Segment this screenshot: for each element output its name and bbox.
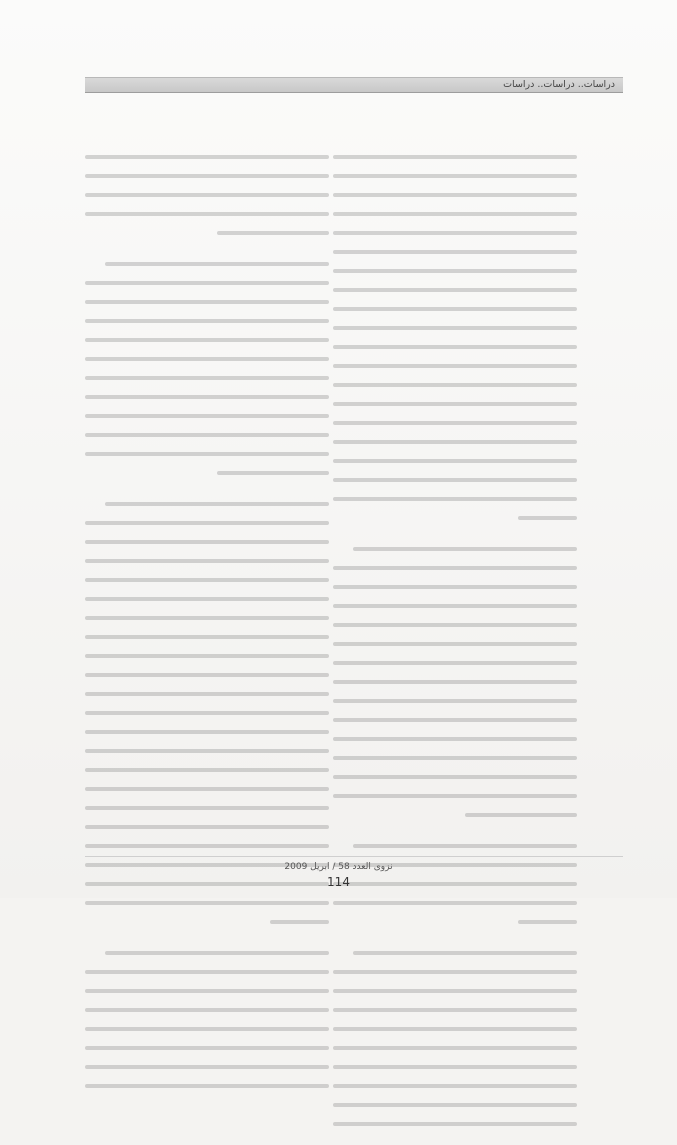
- text-line-placeholder: [85, 665, 329, 684]
- text-line-placeholder: [333, 337, 577, 356]
- text-line-placeholder: [333, 893, 577, 912]
- column-body: [85, 147, 329, 1095]
- text-line-placeholder: [85, 912, 329, 931]
- text-line-placeholder: [333, 147, 577, 166]
- text-line-placeholder: [85, 204, 329, 223]
- text-line-placeholder: [333, 981, 577, 1000]
- column-body: [333, 147, 577, 1133]
- text-line-placeholder: [85, 444, 329, 463]
- text-line-placeholder: [333, 729, 577, 748]
- text-line-placeholder: [85, 254, 329, 273]
- text-line-placeholder: [85, 760, 329, 779]
- body-paragraph: [333, 147, 577, 527]
- text-line-placeholder: [333, 261, 577, 280]
- body-paragraph: [85, 943, 329, 1095]
- text-line-placeholder: [85, 779, 329, 798]
- text-line-placeholder: [85, 292, 329, 311]
- text-line-placeholder: [333, 1000, 577, 1019]
- text-line-placeholder: [85, 962, 329, 981]
- text-line-placeholder: [333, 204, 577, 223]
- text-line-placeholder: [85, 627, 329, 646]
- text-line-placeholder: [85, 551, 329, 570]
- text-line-placeholder: [333, 943, 577, 962]
- text-line-placeholder: [333, 242, 577, 261]
- text-line-placeholder: [333, 1095, 577, 1114]
- text-line-placeholder: [333, 767, 577, 786]
- text-line-placeholder: [333, 356, 577, 375]
- text-line-placeholder: [333, 710, 577, 729]
- text-line-placeholder: [85, 981, 329, 1000]
- text-line-placeholder: [333, 1019, 577, 1038]
- text-line-placeholder: [333, 432, 577, 451]
- text-line-placeholder: [333, 748, 577, 767]
- body-paragraph: [85, 147, 329, 242]
- text-line-placeholder: [85, 798, 329, 817]
- text-line-placeholder: [85, 722, 329, 741]
- text-line-placeholder: [85, 608, 329, 627]
- text-column-right: [333, 147, 577, 1145]
- text-line-placeholder: [85, 1000, 329, 1019]
- text-line-placeholder: [85, 943, 329, 962]
- text-line-placeholder: [85, 703, 329, 722]
- text-line-placeholder: [85, 1019, 329, 1038]
- section-label: دراسات.. دراسات.. دراسات: [503, 79, 615, 90]
- text-line-placeholder: [85, 223, 329, 242]
- text-line-placeholder: [85, 893, 329, 912]
- text-line-placeholder: [85, 570, 329, 589]
- text-line-placeholder: [333, 508, 577, 527]
- page-number: 114: [327, 875, 350, 889]
- text-line-placeholder: [85, 646, 329, 665]
- text-line-placeholder: [333, 299, 577, 318]
- text-line-placeholder: [85, 1057, 329, 1076]
- text-line-placeholder: [85, 589, 329, 608]
- text-line-placeholder: [85, 166, 329, 185]
- text-line-placeholder: [85, 330, 329, 349]
- text-line-placeholder: [85, 406, 329, 425]
- text-line-placeholder: [333, 558, 577, 577]
- text-line-placeholder: [85, 185, 329, 204]
- text-line-placeholder: [333, 596, 577, 615]
- text-line-placeholder: [333, 470, 577, 489]
- text-line-placeholder: [333, 1057, 577, 1076]
- text-line-placeholder: [333, 836, 577, 855]
- text-line-placeholder: [333, 786, 577, 805]
- text-column-left: [85, 147, 329, 1107]
- text-line-placeholder: [85, 1038, 329, 1057]
- text-line-placeholder: [85, 836, 329, 855]
- body-paragraph: [333, 943, 577, 1133]
- text-line-placeholder: [333, 394, 577, 413]
- body-paragraph: [85, 254, 329, 482]
- text-line-placeholder: [333, 185, 577, 204]
- text-line-placeholder: [333, 539, 577, 558]
- text-line-placeholder: [85, 463, 329, 482]
- text-line-placeholder: [85, 273, 329, 292]
- text-line-placeholder: [333, 318, 577, 337]
- text-line-placeholder: [333, 223, 577, 242]
- text-line-placeholder: [85, 311, 329, 330]
- text-line-placeholder: [333, 413, 577, 432]
- text-line-placeholder: [333, 1114, 577, 1133]
- text-line-placeholder: [333, 691, 577, 710]
- text-line-placeholder: [333, 912, 577, 931]
- page-footer: [0, 862, 677, 890]
- text-line-placeholder: [85, 741, 329, 760]
- text-line-placeholder: [333, 375, 577, 394]
- section-header-strip: [85, 77, 623, 93]
- text-line-placeholder: [333, 672, 577, 691]
- text-line-placeholder: [333, 615, 577, 634]
- text-line-placeholder: [85, 349, 329, 368]
- text-line-placeholder: [85, 532, 329, 551]
- text-line-placeholder: [333, 166, 577, 185]
- text-line-placeholder: [85, 387, 329, 406]
- text-line-placeholder: [85, 368, 329, 387]
- text-line-placeholder: [333, 1076, 577, 1095]
- text-line-placeholder: [333, 451, 577, 470]
- body-paragraph: [333, 539, 577, 824]
- text-line-placeholder: [85, 1076, 329, 1095]
- footer-rule: [85, 856, 623, 857]
- journal-issue-line: نزوى العدد 58 / ابريل 2009: [284, 862, 393, 872]
- text-line-placeholder: [333, 962, 577, 981]
- text-line-placeholder: [85, 147, 329, 166]
- text-line-placeholder: [333, 577, 577, 596]
- text-line-placeholder: [333, 805, 577, 824]
- text-line-placeholder: [85, 425, 329, 444]
- text-line-placeholder: [333, 280, 577, 299]
- text-line-placeholder: [333, 489, 577, 508]
- text-line-placeholder: [85, 494, 329, 513]
- text-line-placeholder: [85, 684, 329, 703]
- text-line-placeholder: [333, 1038, 577, 1057]
- text-line-placeholder: [85, 513, 329, 532]
- text-line-placeholder: [85, 817, 329, 836]
- text-line-placeholder: [333, 653, 577, 672]
- text-line-placeholder: [333, 634, 577, 653]
